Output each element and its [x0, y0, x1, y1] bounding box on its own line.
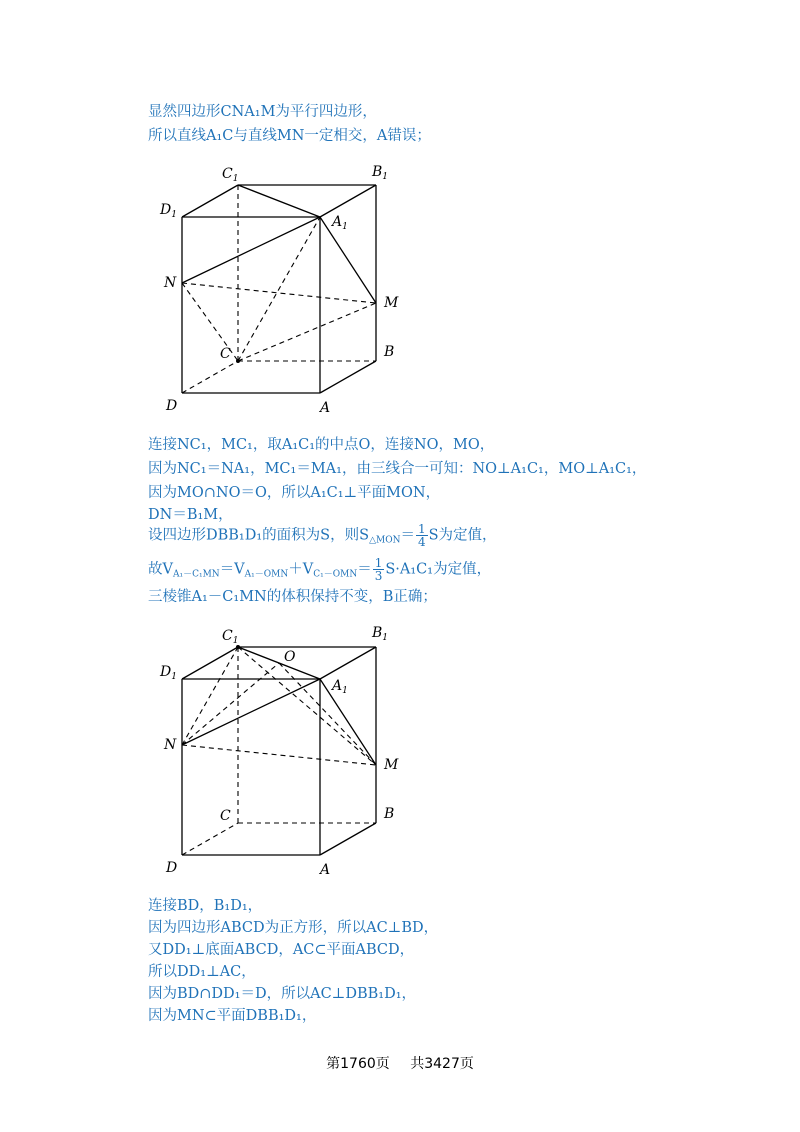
label-n: N: [164, 737, 177, 753]
edge-ab: [320, 361, 376, 393]
label-d: D: [166, 860, 178, 876]
cube-figure-2: [150, 620, 410, 882]
point-c: [236, 359, 240, 363]
label-c1: $C_1$: [222, 166, 239, 184]
edge-nm: [182, 283, 376, 303]
text-line: 因为MO∩NO＝O，所以A₁C₁⊥平面MON，: [148, 485, 441, 501]
edge-a1m: [320, 679, 376, 765]
text-line: 因为BD∩DD₁＝D，所以AC⊥DBB₁D₁，: [148, 986, 417, 1002]
text-line: 三棱锥A₁－C₁MN的体积保持不变，B正确；: [148, 589, 437, 605]
label-d1: $D_1$: [160, 664, 177, 682]
label-m: M: [384, 757, 399, 773]
edge-c1a1: [238, 185, 320, 217]
edge-na1: [182, 679, 320, 745]
edge-no: [182, 663, 279, 745]
label-n: N: [164, 275, 177, 291]
label-a: A: [320, 862, 331, 878]
edge-dc: [182, 361, 238, 393]
edge-om: [279, 663, 376, 765]
text-line-formula: 故$V_{A_1-C_1MN}=V_{A_1-OMN}+V_{C_1-OMN}=$ $\frac{1}{3}$ S·A₁C₁为定值，: [148, 556, 492, 583]
edge-ab: [320, 823, 376, 855]
edge-cm: [238, 303, 376, 361]
text-line: DN＝B₁M，: [148, 507, 233, 523]
text-line: 连接BD，B₁D₁，: [148, 898, 263, 914]
label-d1: $D_1$: [160, 202, 177, 220]
edge-nc1: [182, 647, 238, 745]
cube-figure-1: [150, 158, 410, 420]
label-o: O: [284, 649, 296, 665]
label-b1: $B_1$: [372, 164, 389, 182]
fraction: $\frac{1}{4}$: [417, 522, 426, 549]
text-line: 所以直线A₁C与直线MN一定相交，A错误；: [148, 128, 431, 144]
edge-na1: [182, 217, 320, 283]
label-d: D: [166, 398, 178, 414]
edge-a1b1: [320, 185, 376, 217]
text-line: 又DD₁⊥底面ABCD，AC⊂平面ABCD，: [148, 942, 415, 958]
label-c: C: [220, 808, 231, 824]
label-b: B: [384, 806, 395, 822]
edge-d1c1: [182, 185, 238, 217]
text-line: 因为四边形ABCD为正方形，所以AC⊥BD，: [148, 920, 439, 936]
text-line: 所以DD₁⊥AC，: [148, 964, 256, 980]
edge-ca1: [238, 217, 320, 361]
label-a1: $A_1$: [332, 678, 348, 696]
edge-c1m: [238, 647, 376, 765]
edge-a1m: [320, 217, 376, 303]
text-line: 因为MN⊂平面DBB₁D₁，: [148, 1008, 317, 1024]
fraction: $\frac{1}{3}$: [374, 556, 383, 583]
label-a: A: [320, 400, 331, 416]
label-a1: $A_1$: [332, 214, 348, 232]
edge-d1c1: [182, 647, 238, 679]
text-line: 因为NC₁＝NA₁，MC₁＝MA₁，由三线合一可知：NO⊥A₁C₁，MO⊥A₁C₁，: [148, 461, 647, 477]
text-line-formula: 设四边形DBB₁D₁的面积为S，则$S_{\triangle MON}=$ $\frac{1}{4}$ S为定值，: [148, 522, 497, 549]
edge-a1b1: [320, 647, 376, 679]
label-b: B: [384, 344, 395, 360]
label-c1: $C_1$: [222, 628, 239, 646]
edge-nm: [182, 745, 376, 765]
page-number: 第1760页: [326, 1056, 390, 1072]
edge-dc: [182, 823, 238, 855]
label-m: M: [384, 295, 399, 311]
text-line: 连接NC₁，MC₁，取A₁C₁的中点O，连接NO，MO，: [148, 437, 495, 453]
label-b1: $B_1$: [372, 625, 389, 643]
page-footer: [0, 1053, 800, 1073]
text-line: 显然四边形CNA₁M为平行四边形，: [148, 104, 377, 120]
page-total: 共3427页: [410, 1056, 474, 1072]
label-c: C: [220, 346, 231, 362]
